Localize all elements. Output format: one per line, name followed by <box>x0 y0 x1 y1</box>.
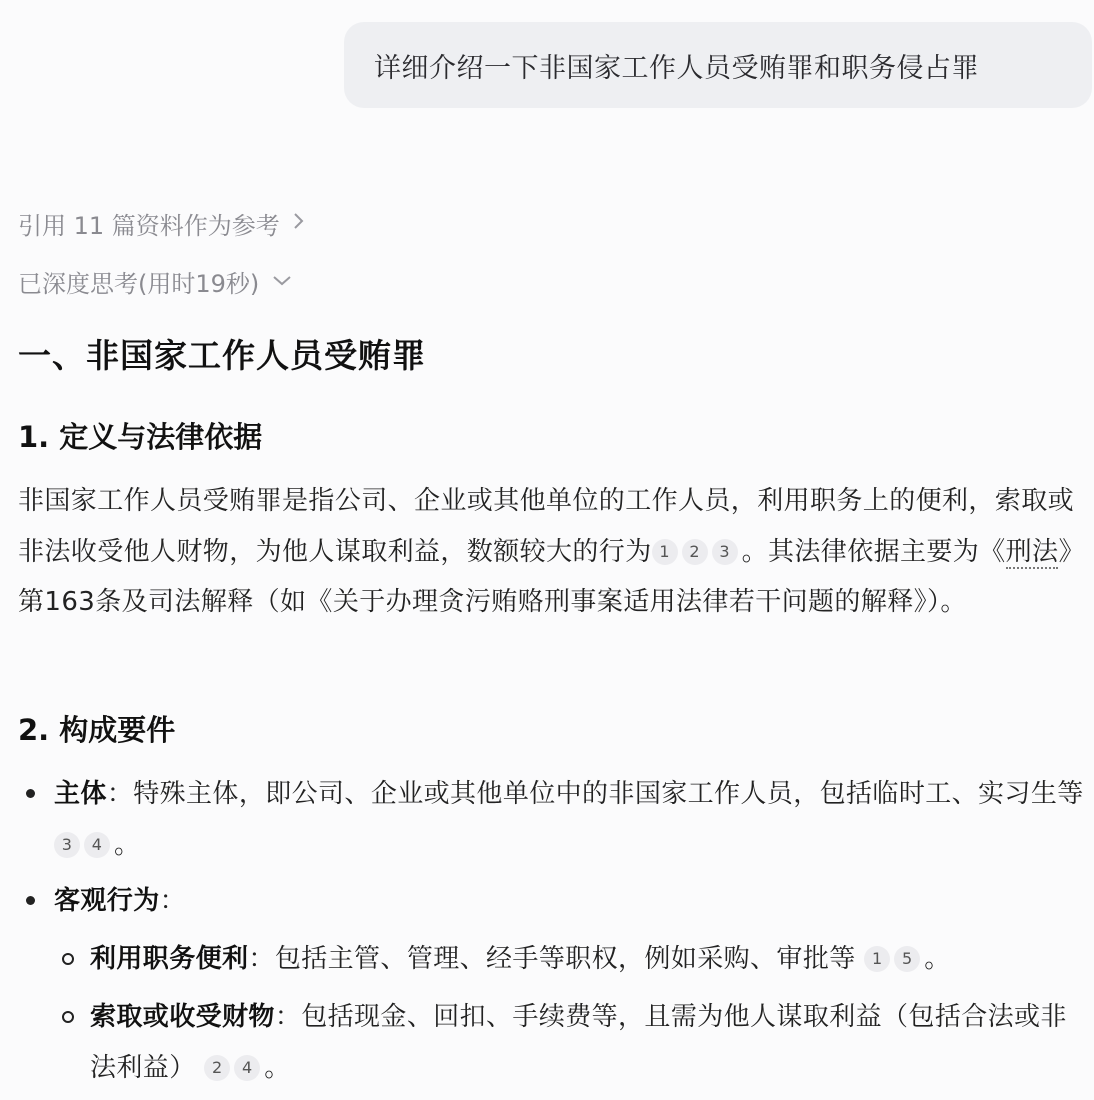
sub-list-item <box>58 934 1068 985</box>
citation-badge[interactable]: 4 <box>234 1055 260 1081</box>
list-item-label: 客观行为 <box>54 886 160 916</box>
paragraph-text: 》第163条及司法解释（如《关于办理贪污贿赂刑事案适用法律若干问题的解释》）。 <box>18 536 1085 617</box>
citation-badge[interactable]: 5 <box>894 946 920 972</box>
list-item-separator: ： <box>106 779 134 809</box>
sub-list-item <box>58 992 1068 1093</box>
list-item-separator: ： <box>248 944 275 974</box>
citation-badge[interactable]: 3 <box>712 539 738 565</box>
paragraph-text: 非国家工作人员受贿罪是指公司、企业或其他单位的工作人员，利用职务上的便利，索取或非法收受他人财物，为他人谋取利益，数额较大的行为 <box>18 486 1075 567</box>
list-item-label: 利用职务便利 <box>90 944 249 974</box>
citation-badge[interactable]: 2 <box>682 539 708 565</box>
list-item <box>18 769 1088 870</box>
list-item-end: 。 <box>924 944 951 974</box>
thinking-label: 已深度思考(用时19秒) <box>18 270 260 298</box>
citation-badge[interactable]: 2 <box>204 1055 230 1081</box>
thinking-toggle[interactable] <box>18 264 293 299</box>
bullet-dot <box>26 896 35 905</box>
subsection-title-definition: 1. 定义与法律依据 <box>18 420 263 454</box>
citation-badge[interactable]: 4 <box>84 832 110 858</box>
chevron-right-icon <box>292 210 306 238</box>
list-item-end: 。 <box>114 829 141 860</box>
citation-badge[interactable]: 1 <box>652 539 678 565</box>
list-item <box>18 876 1088 927</box>
list-item-label: 索取或收受财物 <box>90 1002 275 1032</box>
criminal-law-link[interactable]: 刑法 <box>1005 536 1059 567</box>
citation-badge[interactable]: 3 <box>54 832 80 858</box>
bullet-circle <box>62 953 74 965</box>
definition-paragraph <box>18 476 1088 628</box>
list-item-text: 包括主管、管理、经手等职权，例如采购、审批等 <box>274 944 856 974</box>
user-message-text: 详细介绍一下非国家工作人员受贿罪和职务侵占罪 <box>374 52 979 84</box>
references-label: 引用 11 篇资料作为参考 <box>18 212 280 240</box>
section-title: 一、非国家工作人员受贿罪 <box>18 336 426 375</box>
bullet-circle <box>62 1011 74 1023</box>
list-item-text: 包括现金、回扣、手续费等，且需为他人谋取利益（包括合法或非法利益） <box>90 1002 1067 1083</box>
paragraph-text: 。其法律依据主要为《 <box>741 536 1006 567</box>
chevron-down-icon <box>271 269 293 294</box>
list-item-separator: ： <box>159 886 187 916</box>
subsection-title-elements: 2. 构成要件 <box>18 713 176 747</box>
list-item-label: 主体 <box>54 779 107 809</box>
user-message-bubble <box>344 22 1092 108</box>
citation-badge[interactable]: 1 <box>864 946 890 972</box>
bullet-dot <box>26 789 35 798</box>
list-item-end: 。 <box>264 1052 291 1083</box>
list-item-text: 特殊主体，即公司、企业或其他单位中的非国家工作人员，包括临时工、实习生等 <box>133 779 1084 809</box>
references-toggle[interactable] <box>18 206 306 241</box>
list-item-separator: ： <box>274 1002 302 1032</box>
